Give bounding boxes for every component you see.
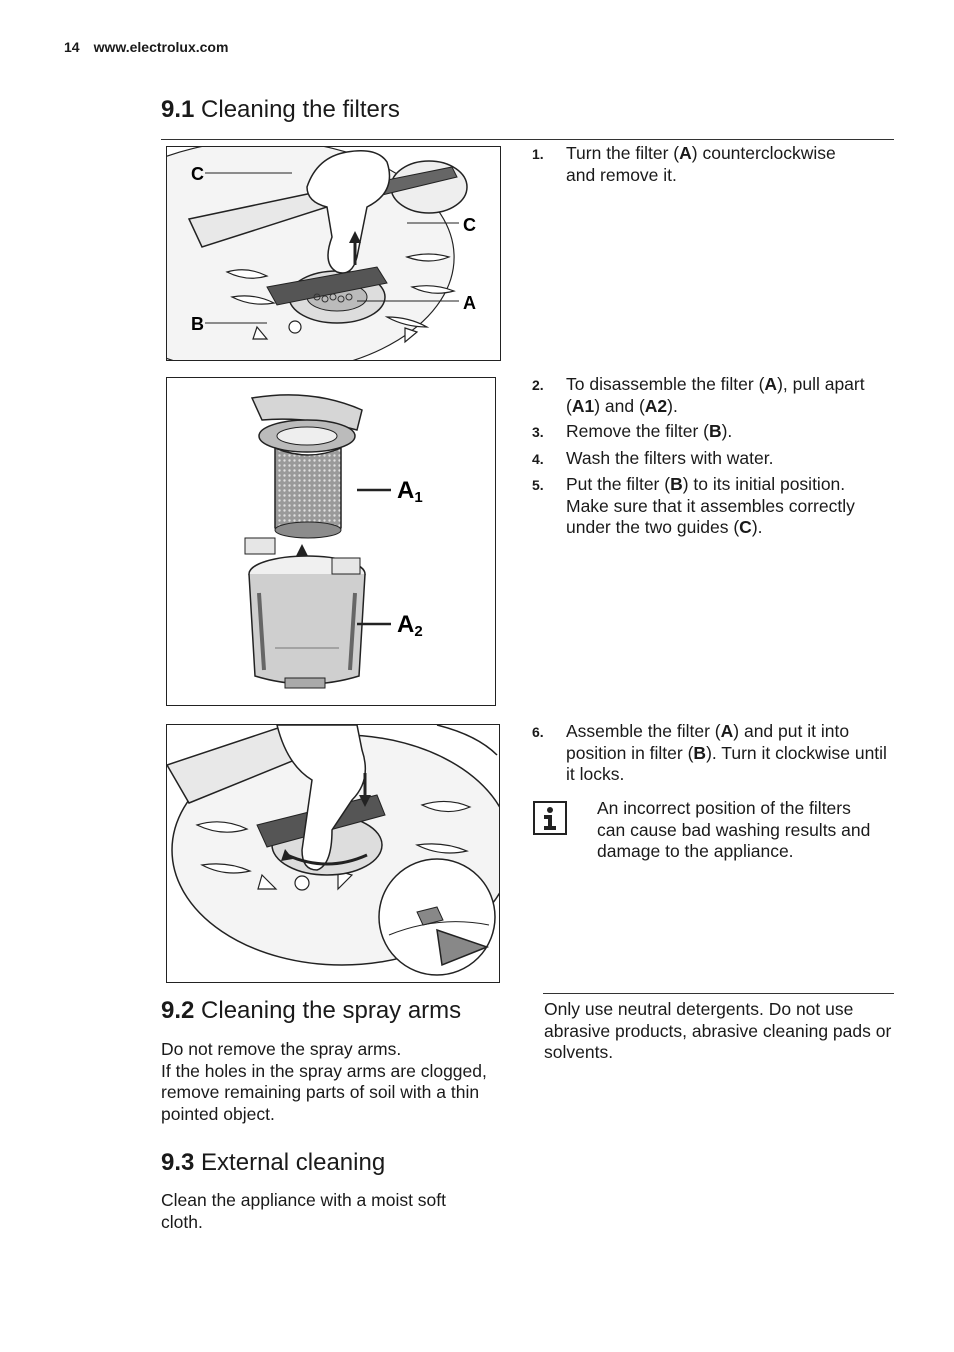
- filter-lock-illustration: [167, 725, 499, 982]
- step-number: 3.: [532, 424, 544, 440]
- step-number: 1.: [532, 146, 544, 162]
- step-text: Assemble the filter (A) and put it into position in filter (B). Turn it clockwise until it locks.: [566, 721, 887, 784]
- step-text: Turn the filter (A) counterclockwise and remove it.: [566, 143, 836, 185]
- section-9-3-body: Clean the appliance with a moist soft cloth.: [161, 1190, 447, 1232]
- section-title: Cleaning the spray arms: [201, 997, 462, 1024]
- label-a1: A1: [397, 477, 423, 506]
- figure-remove-filter: [166, 146, 501, 361]
- step-number: 6.: [532, 724, 544, 740]
- section-number: 9.1: [161, 96, 195, 123]
- paragraph: Do not remove the spray arms.: [161, 1039, 402, 1059]
- section-heading-9-3: [161, 1149, 385, 1177]
- label-a: A: [463, 293, 476, 313]
- detergent-note: Only use neutral detergents. Do not use abrasive products, abrasive cleaning pads or solvents.: [544, 999, 892, 1062]
- paragraph: If the holes in the spray arms are clogged, remove remaining parts of soil with a thin pointed object.: [161, 1060, 487, 1124]
- step-6: [532, 721, 887, 786]
- figure-disassemble-filter: [166, 377, 496, 706]
- section-number: 9.2: [161, 997, 195, 1024]
- step-text: Remove the filter (B).: [566, 421, 733, 441]
- filter-removal-illustration: [167, 147, 500, 360]
- section-number: 9.3: [161, 1149, 195, 1176]
- step-text: Put the filter (B) to its initial position. Make sure that it assembles correctly under the two guides (C).: [566, 474, 855, 537]
- section-title: Cleaning the filters: [201, 96, 400, 123]
- filter-parts-illustration: [167, 378, 495, 705]
- step-number: 2.: [532, 377, 544, 393]
- step-1: [532, 143, 862, 186]
- column-rule: [543, 993, 894, 994]
- section-title: External cleaning: [201, 1149, 386, 1176]
- page-header: [64, 39, 228, 55]
- step-2: [532, 374, 887, 417]
- step-text: To disassemble the filter (A), pull apart (A1) and (A2).: [566, 374, 865, 416]
- step-text: Wash the filters with water.: [566, 448, 774, 468]
- website-url: www.electrolux.com: [93, 39, 229, 55]
- page-number: 14: [64, 39, 80, 55]
- step-4: [532, 448, 887, 471]
- step-number: 5.: [532, 477, 544, 493]
- step-number: 4.: [532, 451, 544, 467]
- label-c-top: C: [191, 164, 204, 184]
- info-icon: [533, 801, 567, 835]
- figure-reassemble-filter: [166, 724, 500, 983]
- step-5: [532, 474, 887, 539]
- section-heading-9-2: [161, 997, 461, 1025]
- section-heading-9-1: [161, 96, 400, 124]
- info-note-text: An incorrect position of the filters can cause bad washing results and damage to the appliance.: [597, 798, 871, 861]
- label-c-right: C: [463, 215, 476, 235]
- section-rule: [161, 139, 894, 140]
- label-a2: A2: [397, 611, 423, 640]
- label-b: B: [191, 314, 204, 334]
- section-9-2-body: [161, 1039, 521, 1125]
- step-3: [532, 421, 887, 444]
